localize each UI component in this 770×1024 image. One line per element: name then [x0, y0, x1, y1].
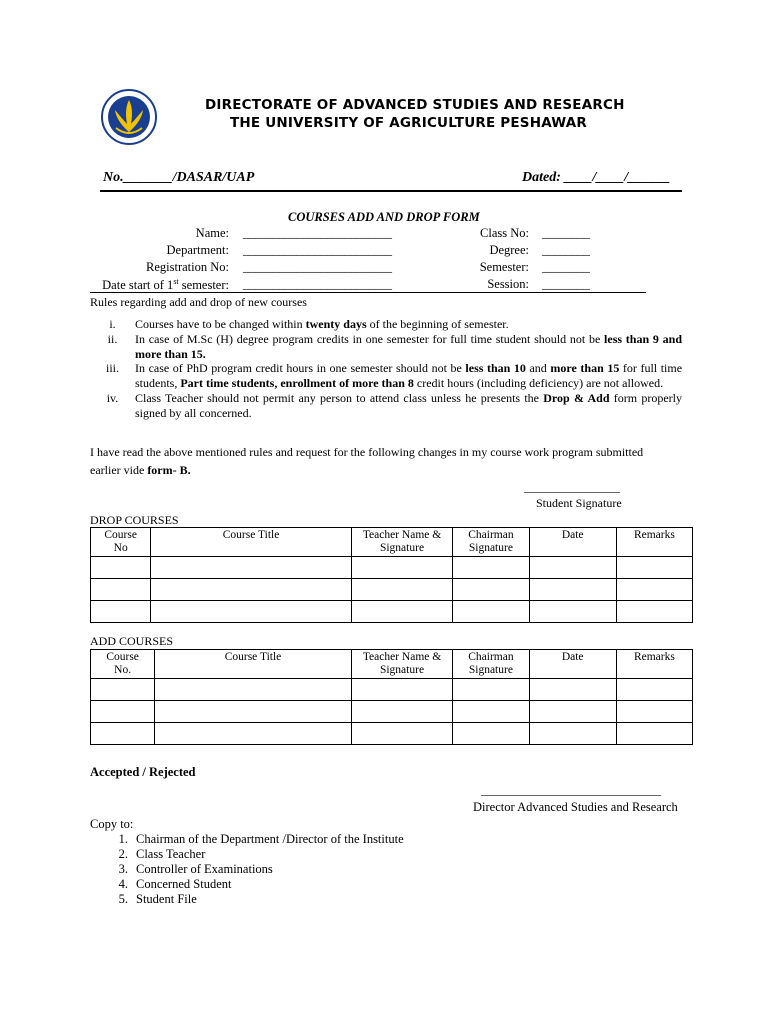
name-label: Name:	[195, 226, 229, 240]
dated-field: Dated: ____/____/______	[522, 170, 671, 185]
copy-to-section	[90, 817, 404, 907]
add-courses-table	[90, 649, 693, 745]
add-header-course-title: Course Title	[155, 650, 352, 679]
form-title: COURSES ADD AND DROP FORM	[288, 210, 480, 224]
list-item: 3. Controller of Examinations	[118, 862, 273, 876]
accepted-rejected: Accepted / Rejected	[90, 765, 196, 779]
session-field[interactable]: ________	[542, 277, 590, 291]
rule-text: Class Teacher should not permit any person to attend class unless he presents the Drop & Add form properly signed by all concerned.	[135, 390, 682, 420]
header-rule	[100, 190, 682, 192]
fields-rule	[90, 292, 646, 293]
registration-field[interactable]: _________________________	[243, 260, 392, 274]
rules-list	[90, 317, 682, 421]
drop-courses-table	[90, 527, 693, 623]
drop-header-chairman: Chairman Signature	[453, 528, 529, 557]
drop-header-remarks: Remarks	[616, 528, 692, 557]
drop-header-date: Date	[529, 528, 616, 557]
registration-label: Registration No:	[146, 260, 229, 274]
rule-item	[90, 391, 682, 421]
degree-field[interactable]: ________	[542, 243, 590, 257]
class-no-field[interactable]: ________	[542, 226, 590, 240]
rule-item	[90, 317, 682, 332]
rule-number: ii.	[107, 331, 118, 346]
semester-field[interactable]: ________	[542, 260, 590, 274]
table-row[interactable]	[91, 679, 693, 701]
declaration-line1: I have read the above mentioned rules and request for the following changes in my course work program submitted	[90, 445, 644, 459]
list-item: 5. Student File	[118, 892, 197, 906]
table-row[interactable]	[91, 723, 693, 745]
add-header-date: Date	[529, 650, 616, 679]
rules-heading: Rules regarding add and drop of new courses	[90, 295, 307, 309]
class-no-label: Class No:	[480, 226, 529, 240]
rule-number: iv.	[106, 390, 119, 405]
semester-start-label: Date start of 1st semester:	[102, 277, 229, 293]
table-row[interactable]	[91, 601, 693, 623]
student-signature-line[interactable]: ________________	[524, 480, 620, 494]
add-header-remarks: Remarks	[616, 650, 692, 679]
add-header-teacher: Teacher Name & Signature	[351, 650, 453, 679]
drop-header-course-no: Course No	[91, 528, 151, 557]
rule-number: i.	[109, 317, 116, 331]
degree-label: Degree:	[489, 243, 529, 257]
rule-text: In case of PhD program credit hours in one semester should not be less than 10 and more than 15 for full time students, Part time students, enrollment of more than 8 credit hours (including deficiency) are not allowed.	[135, 361, 683, 391]
add-header-course-no: Course No.	[91, 650, 155, 679]
drop-courses-title: DROP COURSES	[90, 513, 179, 527]
table-row[interactable]	[91, 701, 693, 723]
copy-to-heading: Copy to:	[90, 817, 134, 831]
semester-start-field[interactable]: _________________________	[243, 277, 392, 291]
list-item: 4. Concerned Student	[118, 877, 232, 891]
department-label: Department:	[166, 243, 229, 257]
drop-header-teacher: Teacher Name & Signature	[351, 528, 453, 557]
session-label: Session:	[487, 277, 529, 291]
rule-number: iii.	[105, 361, 119, 376]
header-directorate: DIRECTORATE OF ADVANCED STUDIES AND RESEARCH	[205, 97, 625, 113]
add-header-chairman: Chairman Signature	[453, 650, 529, 679]
director-signature-line[interactable]: ______________________________	[481, 783, 661, 797]
table-row[interactable]	[91, 557, 693, 579]
add-courses-title: ADD COURSES	[90, 634, 174, 648]
rule-item	[90, 332, 682, 362]
list-item: 1. Chairman of the Department /Director of the Institute	[118, 832, 404, 846]
header-university: THE UNIVERSITY OF AGRICULTURE PESHAWAR	[230, 115, 587, 131]
list-item: 2. Class Teacher	[118, 847, 206, 861]
rule-text: In case of M.Sc (H) degree program credits in one semester for full time student should not be less than 9 and more than 15.	[135, 331, 682, 361]
declaration-line2: earlier vide form- B.	[90, 463, 191, 477]
university-logo	[100, 88, 158, 146]
student-signature-label: Student Signature	[536, 496, 622, 510]
rule-item	[90, 361, 682, 391]
department-field[interactable]: _________________________	[243, 243, 392, 257]
drop-header-course-title: Course Title	[151, 528, 351, 557]
rule-text: Courses have to be changed within twenty days of the beginning of semester.	[135, 317, 509, 331]
table-row[interactable]	[91, 579, 693, 601]
director-signature-label: Director Advanced Studies and Research	[473, 800, 678, 814]
name-field[interactable]: _________________________	[243, 226, 392, 240]
semester-label: Semester:	[479, 260, 529, 274]
reference-number: No._______/DASAR/UAP	[103, 170, 255, 185]
